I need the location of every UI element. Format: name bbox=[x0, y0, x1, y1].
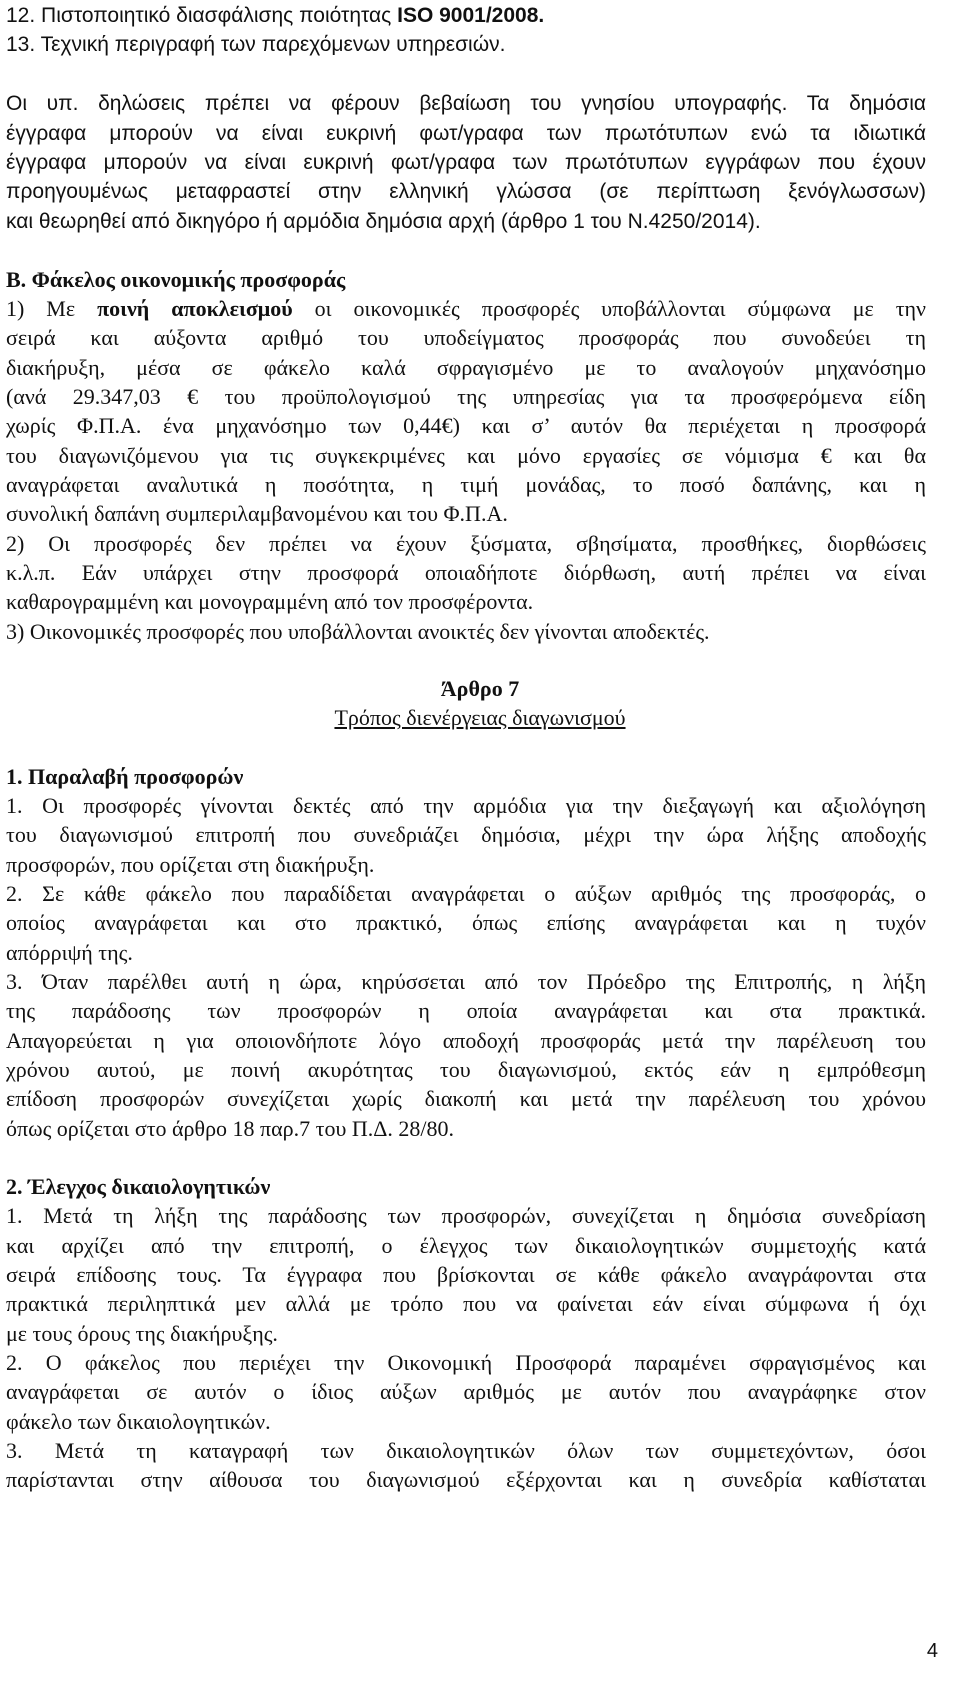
paragraph-line: διακήρυξη, μέσα σε φάκελο καλά σφραγισμένο με το αναλογούν μηχανόσημο bbox=[6, 355, 926, 380]
paragraph-line: του διαγωνισμού επιτροπή που συνεδριάζει δημόσια, μέχρι την ώρα λήξης αποδοχής bbox=[6, 822, 926, 847]
paragraph-line: και θεωρηθεί από δικηγόρο ή αρμόδια δημόσια αρχή (άρθρο 1 του Ν.4250/2014). bbox=[6, 210, 761, 233]
paragraph-line: 2. Ο φάκελος που περιέχει την Οικονομική Προσφορά παραμένει σφραγισμένος και bbox=[6, 1350, 926, 1375]
paragraph-line: φάκελο των δικαιολογητικών. bbox=[6, 1409, 271, 1434]
paragraph-line: προσφορών, που ορίζεται στη διακήρυξη. bbox=[6, 852, 375, 877]
paragraph-line: όπως ορίζεται στο άρθρο 18 παρ.7 του Π.Δ. 28/80. bbox=[6, 1116, 455, 1141]
paragraph-line: χωρίς Φ.Π.Α. ένα μηχανόσημο των 0,44€) και σ’ αυτόν θα περιέχεται η προσφορά bbox=[6, 413, 926, 438]
list-item-12-text: 12. Πιστοποιητικό διασφάλισης ποιότητας bbox=[6, 4, 398, 27]
paragraph-line: 1. Μετά τη λήξη της παράδοσης των προσφορών, συνεχίζεται η δημόσια συνεδρίαση bbox=[6, 1203, 926, 1228]
section-heading: 2. Έλεγχος δικαιολογητικών bbox=[6, 1174, 271, 1199]
paragraph-line: με τους όρους της διακήρυξης. bbox=[6, 1321, 278, 1346]
paragraph-line: της παράδοσης των προσφορών η οποία αναγράφεται και στα πρακτικά. bbox=[6, 998, 926, 1023]
paragraph-line: παρίστανται στην αίθουσα του διαγωνισμού εξέρχονται και η συνεδρία καθίσταται bbox=[6, 1467, 926, 1492]
paragraph-line: αναγράφεται αναλυτικά η ποσότητα, η τιμή μονάδας, το ποσό δαπάνης, και η bbox=[6, 472, 926, 497]
paragraph-line: 3. Όταν παρέλθει αυτή η ώρα, κηρύσσεται από τον Πρόεδρο της Επιτροπής, η λήξη bbox=[6, 969, 926, 994]
list-item-13: 13. Τεχνική περιγραφή των παρεχόμενων υπηρεσιών. bbox=[6, 33, 506, 56]
paragraph-line: Οι υπ. δηλώσεις πρέπει να φέρουν βεβαίωση του γνησίου υπογραφής. Τα δημόσια bbox=[6, 92, 926, 115]
iso-standard: ISO 9001/2008. bbox=[397, 4, 545, 27]
paragraph-line: απόρριψή της. bbox=[6, 940, 133, 965]
paragraph-line: 2) Οι προσφορές δεν πρέπει να έχουν ξύσματα, σβησίματα, προσθήκες, διορθώσεις bbox=[6, 531, 926, 556]
paragraph-line: 2. Σε κάθε φάκελο που παραδίδεται αναγράφεται ο αύξων αριθμός της προσφοράς, ο bbox=[6, 881, 926, 906]
section-heading-b: Β. Φάκελος οικονομικής προσφοράς bbox=[6, 267, 346, 292]
paragraph-line: κ.λ.π. Εάν υπάρχει στην προσφορά οποιαδήποτε διόρθωση, αυτή πρέπει να είναι bbox=[6, 560, 926, 585]
paragraph-line: 1. Οι προσφορές γίνονται δεκτές από την αρμόδια για την διεξαγωγή και αξιολόγηση bbox=[6, 793, 926, 818]
list-item-12 bbox=[6, 4, 544, 28]
article-subtitle: Τρόπος διενέργειας διαγωνισμού bbox=[334, 705, 626, 730]
paragraph-line: πρακτικά περιληπτικά μεν αλλά με τρόπο που να φαίνεται εάν είναι σύμφωνα ή όχι bbox=[6, 1291, 926, 1316]
paragraph-line: χρόνου αυτού, με ποινή ακυρότητας του διαγωνισμού, εκτός εάν η εμπρόθεσμη bbox=[6, 1057, 926, 1082]
penalty-emphasis: ποινή αποκλεισμού bbox=[97, 296, 293, 321]
section-heading: 1. Παραλαβή προσφορών bbox=[6, 764, 244, 789]
paragraph-line bbox=[6, 297, 926, 321]
paragraph-line: του διαγωνιζόμενου για τις συγκεκριμένες και μόνο εργασίες σε νόμισμα € και θα bbox=[6, 443, 926, 468]
paragraph-line: καθαρογραμμένη και μονογραμμένη από τον προσφέροντα. bbox=[6, 589, 534, 614]
paragraph-line: σειρά επίδοσης τους. Τα έγγραφα που βρίσκονται σε κάθε φάκελο αναγράφονται στα bbox=[6, 1262, 926, 1287]
paragraph-line: 3. Μετά τη καταγραφή των δικαιολογητικών όλων των συμμετεχόντων, όσοι bbox=[6, 1438, 926, 1463]
text-span: 1) Με bbox=[6, 296, 98, 321]
paragraph-line: (ανά 29.347,03 € του προϋπολογισμού της υπηρεσίας για τα προσφερόμενα είδη bbox=[6, 384, 926, 409]
paragraph-line: έγγραφα μπορούν να είναι ευκρινή φωτ/γραφα των πρωτότυπων εγγράφων που έχουν bbox=[6, 151, 926, 174]
paragraph-line: οποίος αναγράφεται και στο πρακτικό, όπως επίσης αναγράφεται και η τυχόν bbox=[6, 910, 926, 935]
paragraph-line: έγγραφα μπορούν να είναι ευκρινή φωτ/γραφα των πρωτότυπων ενώ τα ιδιωτικά bbox=[6, 122, 926, 145]
paragraph-line: επίδοση προσφορών συνεχίζεται χωρίς διακοπή και μετά την παρέλευση του χρόνου bbox=[6, 1086, 926, 1111]
paragraph-line: αναγράφεται σε αυτόν ο ίδιος αύξων αριθμός με αυτόν που αναγράφηκε στον bbox=[6, 1379, 926, 1404]
paragraph-line: προηγουμένως μεταφραστεί στην ελληνική γλώσσα (σε περίπτωση ξενόγλωσσων) bbox=[6, 180, 926, 203]
paragraph-line: σειρά και αύξοντα αριθμό του υποδείγματος προσφοράς που συνοδεύει τη bbox=[6, 325, 926, 350]
text-span: οι οικονομικές προσφορές υποβάλλονται σύμφωνα με την bbox=[292, 296, 926, 321]
paragraph-line: Απαγορεύεται η για οποιονδήποτε λόγο αποδοχή προσφοράς μετά την παρέλευση του bbox=[6, 1028, 926, 1053]
article-heading: Άρθρο 7 bbox=[440, 676, 520, 701]
paragraph-line: 3) Οικονομικές προσφορές που υποβάλλονται ανοικτές δεν γίνονται αποδεκτές. bbox=[6, 619, 710, 644]
paragraph-line: και αρχίζει από την επιτροπή, ο έλεγχος των δικαιολογητικών συμμετοχής κατά bbox=[6, 1233, 926, 1258]
paragraph-line: συνολική δαπάνη συμπεριλαμβανομένου και του Φ.Π.Α. bbox=[6, 501, 508, 526]
page-number: 4 bbox=[926, 1640, 938, 1662]
